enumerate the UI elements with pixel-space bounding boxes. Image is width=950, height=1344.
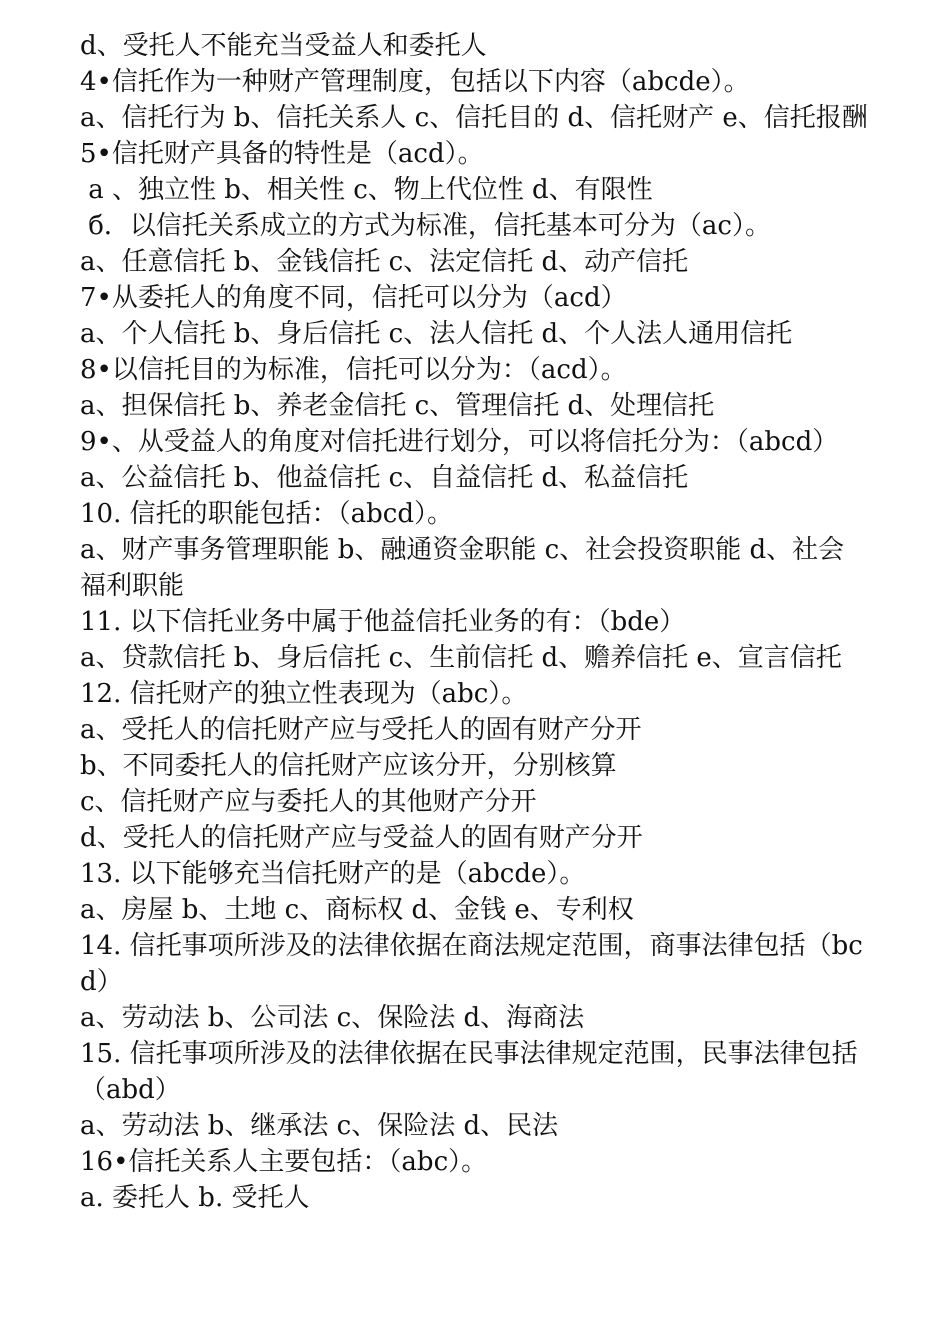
options-11: a、贷款信托 b、身后信托 c、生前信托 d、赡养信托 e、宣言信托	[80, 643, 842, 673]
question-4: 4•信托作为一种财产管理制度，包括以下内容（abcde）。	[80, 67, 750, 97]
options-13: a、房屋 b、土地 c、商标权 d、金钱 e、专利权	[80, 895, 634, 925]
options-5: a 、独立性 b、相关性 c、物上代位性 d、有限性	[80, 175, 653, 205]
question-10: 10. 信托的职能包括：（abcd）。	[80, 499, 453, 529]
options-9: a、公益信托 b、他益信托 c、自益信托 d、私益信托	[80, 463, 689, 493]
question-5: 5•信托财产具备的特性是（acd）。	[80, 139, 484, 169]
question-6: б．以信托关系成立的方式为标准，信托基本可分为（ac）。	[80, 211, 771, 241]
options-4: a、信托行为 b、信托关系人 c、信托目的 d、信托财产 e、信托报酬	[80, 103, 868, 133]
question-14: 14. 信托事项所涉及的法律依据在商法规定范围，商事法律包括（bcd）	[80, 931, 863, 997]
options-10: a、财产事务管理职能 b、融通资金职能 c、社会投资职能 d、社会福利职能	[80, 535, 845, 601]
options-15: a、劳动法 b、继承法 c、保险法 d、民法	[80, 1111, 559, 1141]
question-8: 8•以信托目的为标准，信托可以分为：（acd）。	[80, 355, 627, 385]
options-12-b: b、不同委托人的信托财产应该分开，分别核算	[80, 751, 617, 781]
question-15: 15. 信托事项所涉及的法律依据在民事法律规定范围，民事法律包括（abd）	[80, 1039, 858, 1105]
options-6: a、任意信托 b、金钱信托 c、法定信托 d、动产信托	[80, 247, 689, 277]
question-7: 7•从委托人的角度不同，信托可以分为（acd）	[80, 283, 627, 313]
options-14: a、劳动法 b、公司法 c、保险法 d、海商法	[80, 1003, 585, 1033]
text-line: d、受托人不能充当受益人和委托人	[80, 31, 487, 61]
question-11: 11. 以下信托业务中属于他益信托业务的有：（bde）	[80, 607, 686, 637]
document-body	[80, 28, 870, 1216]
options-8: a、担保信托 b、养老金信托 c、管理信托 d、处理信托	[80, 391, 715, 421]
options-16: a. 委托人 b. 受托人	[80, 1183, 310, 1213]
options-12-c: c、信托财产应与委托人的其他财产分开	[80, 787, 537, 817]
options-12-a: a、受托人的信托财产应与受托人的固有财产分开	[80, 715, 642, 745]
question-16: 16•信托关系人主要包括：（abc）。	[80, 1147, 488, 1177]
question-12: 12. 信托财产的独立性表现为（abc）。	[80, 679, 528, 709]
options-7: a、个人信托 b、身后信托 c、法人信托 d、个人法人通用信托	[80, 319, 793, 349]
question-9: 9•、从受益人的角度对信托进行划分，可以将信托分为：（abcd）	[80, 427, 839, 457]
question-13: 13. 以下能够充当信托财产的是（abcde）。	[80, 859, 586, 889]
options-12-d: d、受托人的信托财产应与受益人的固有财产分开	[80, 823, 643, 853]
